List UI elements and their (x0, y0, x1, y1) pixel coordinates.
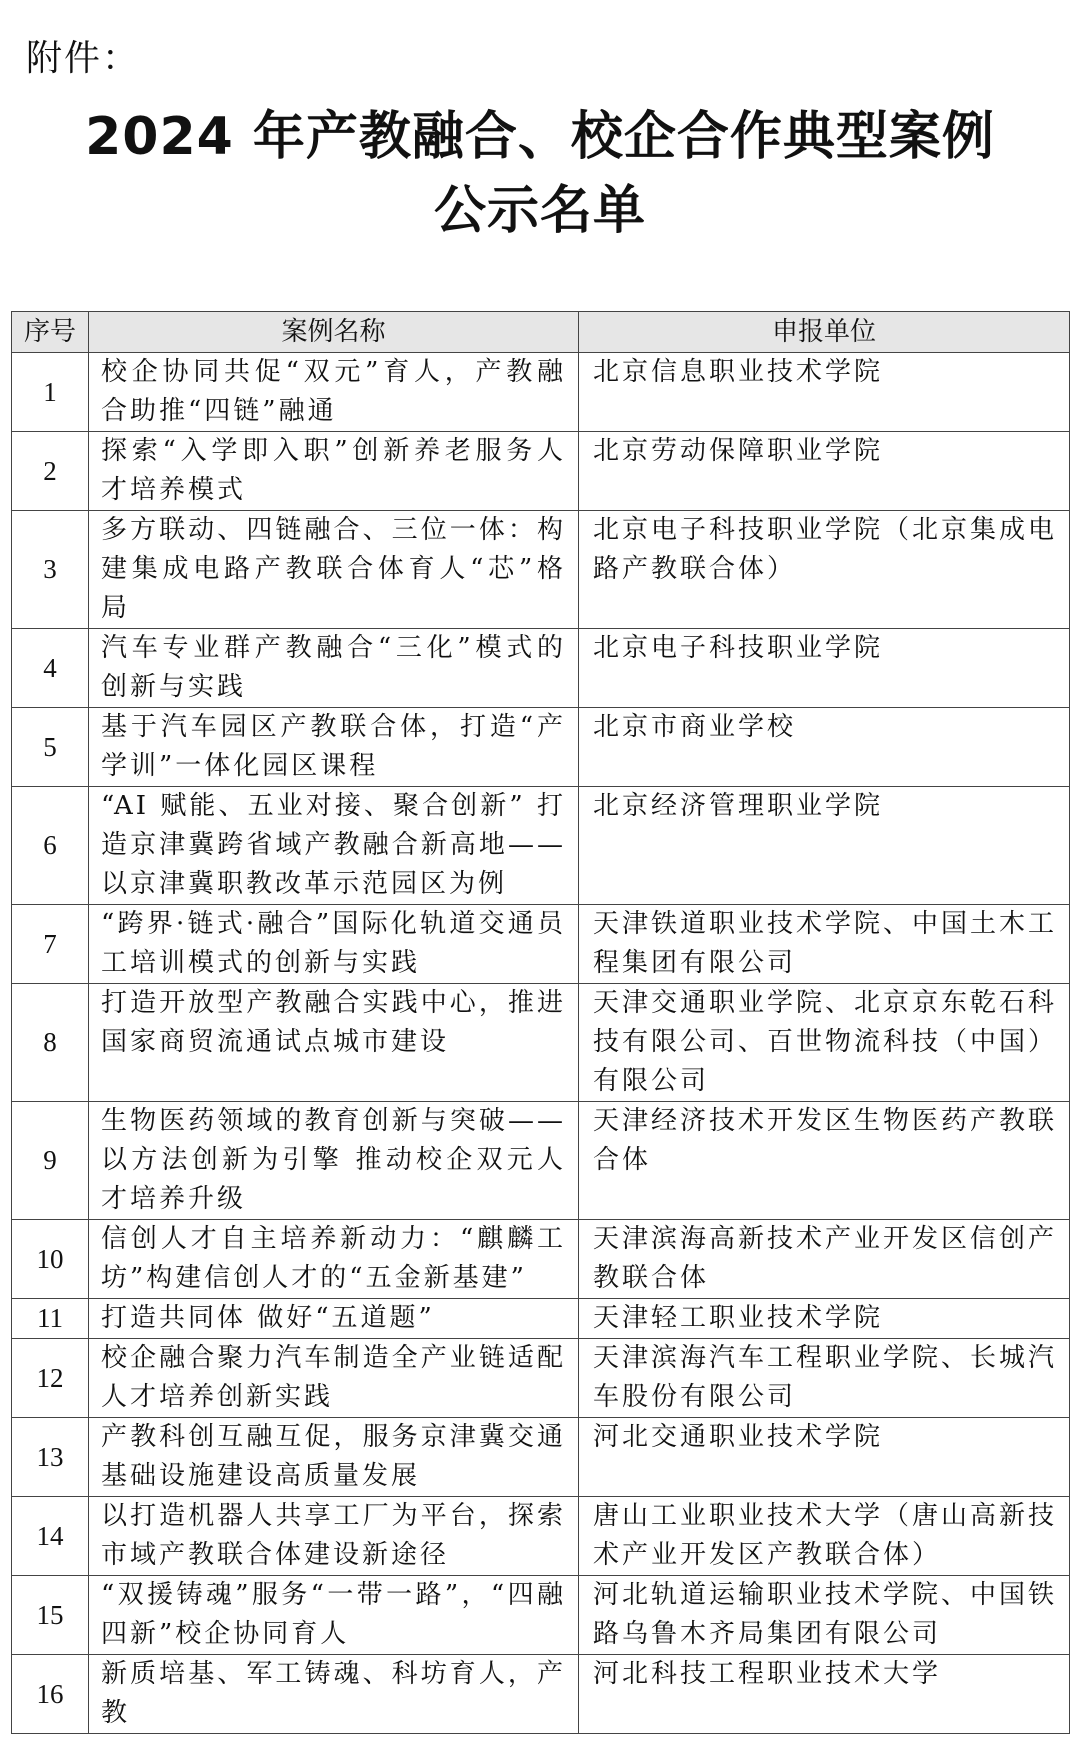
column-header-applicant: 申报单位 (579, 312, 1070, 353)
row-number: 5 (12, 708, 89, 787)
case-name: “跨界·链式·融合”国际化轨道交通员工培训模式的创新与实践 (89, 905, 579, 984)
applicant-unit: 天津交通职业学院、北京京东乾石科技有限公司、百世物流科技（中国）有限公司 (579, 984, 1070, 1102)
table-row (12, 1220, 1070, 1299)
case-name: 打造开放型产教融合实践中心，推进国家商贸流通试点城市建设 (89, 984, 579, 1102)
row-number: 11 (12, 1299, 89, 1339)
case-name: 汽车专业群产教融合“三化”模式的创新与实践 (89, 629, 579, 708)
column-header-number: 序号 (12, 312, 89, 353)
applicant-unit: 河北轨道运输职业技术学院、中国铁路乌鲁木齐局集团有限公司 (579, 1576, 1070, 1655)
table-row (12, 1339, 1070, 1418)
table-row (12, 1102, 1070, 1220)
applicant-unit: 北京市商业学校 (579, 708, 1070, 787)
table-row (12, 511, 1070, 629)
case-name: “AI 赋能、五业对接、聚合创新” 打造京津冀跨省域产教融合新高地——以京津冀职教改革示范园区为例 (89, 787, 579, 905)
row-number: 2 (12, 432, 89, 511)
table-header-row (12, 312, 1070, 353)
row-number: 6 (12, 787, 89, 905)
table-row (12, 1497, 1070, 1576)
row-number: 4 (12, 629, 89, 708)
applicant-unit: 北京劳动保障职业学院 (579, 432, 1070, 511)
table-row (12, 1418, 1070, 1497)
applicant-unit: 天津轻工职业技术学院 (579, 1299, 1070, 1339)
applicant-unit: 天津铁道职业技术学院、中国土木工程集团有限公司 (579, 905, 1070, 984)
case-name: 信创人才自主培养新动力：“麒麟工坊”构建信创人才的“五金新基建” (89, 1220, 579, 1299)
table-row (12, 708, 1070, 787)
applicant-unit: 河北交通职业技术学院 (579, 1418, 1070, 1497)
document-title-line-2: 公示名单 (433, 181, 646, 241)
row-number: 15 (12, 1576, 89, 1655)
attachment-label: 附件： (26, 38, 141, 79)
case-name: 打造共同体 做好“五道题” (89, 1299, 579, 1339)
applicant-unit: 北京电子科技职业学院 (579, 629, 1070, 708)
document-title-line-1: 2024 年产教融合、校企合作典型案例 (85, 107, 995, 167)
table-row (12, 629, 1070, 708)
row-number: 14 (12, 1497, 89, 1576)
row-number: 7 (12, 905, 89, 984)
row-number: 13 (12, 1418, 89, 1497)
case-name: 生物医药领域的教育创新与突破——以方法创新为引擎 推动校企双元人才培养升级 (89, 1102, 579, 1220)
case-name: 新质培基、军工铸魂、科坊育人，产教 (89, 1655, 579, 1734)
case-name: 产教科创互融互促，服务京津冀交通基础设施建设高质量发展 (89, 1418, 579, 1497)
case-name: 多方联动、四链融合、三位一体：构建集成电路产教联合体育人“芯”格局 (89, 511, 579, 629)
applicant-unit: 天津滨海高新技术产业开发区信创产教联合体 (579, 1220, 1070, 1299)
applicant-unit: 北京电子科技职业学院（北京集成电路产教联合体） (579, 511, 1070, 629)
case-name: “双援铸魂”服务“一带一路”，“四融四新”校企协同育人 (89, 1576, 579, 1655)
case-name: 校企融合聚力汽车制造全产业链适配人才培养创新实践 (89, 1339, 579, 1418)
case-name: 探索“入学即入职”创新养老服务人才培养模式 (89, 432, 579, 511)
column-header-case-name: 案例名称 (89, 312, 579, 353)
table-row (12, 984, 1070, 1102)
case-name: 以打造机器人共享工厂为平台，探索市域产教联合体建设新途径 (89, 1497, 579, 1576)
applicant-unit: 北京经济管理职业学院 (579, 787, 1070, 905)
applicant-unit: 河北科技工程职业技术大学 (579, 1655, 1070, 1734)
row-number: 16 (12, 1655, 89, 1734)
row-number: 1 (12, 353, 89, 432)
case-name: 校企协同共促“双元”育人，产教融合助推“四链”融通 (89, 353, 579, 432)
table-row (12, 353, 1070, 432)
table-row (12, 905, 1070, 984)
table-row (12, 787, 1070, 905)
table-row (12, 1576, 1070, 1655)
applicant-unit: 北京信息职业技术学院 (579, 353, 1070, 432)
case-list-table (11, 311, 1070, 1734)
table-row (12, 1655, 1070, 1734)
table-row (12, 432, 1070, 511)
row-number: 10 (12, 1220, 89, 1299)
applicant-unit: 天津滨海汽车工程职业学院、长城汽车股份有限公司 (579, 1339, 1070, 1418)
row-number: 9 (12, 1102, 89, 1220)
row-number: 3 (12, 511, 89, 629)
case-name: 基于汽车园区产教联合体，打造“产学训”一体化园区课程 (89, 708, 579, 787)
row-number: 8 (12, 984, 89, 1102)
table-row (12, 1299, 1070, 1339)
row-number: 12 (12, 1339, 89, 1418)
applicant-unit: 天津经济技术开发区生物医药产教联合体 (579, 1102, 1070, 1220)
applicant-unit: 唐山工业职业技术大学（唐山高新技术产业开发区产教联合体） (579, 1497, 1070, 1576)
